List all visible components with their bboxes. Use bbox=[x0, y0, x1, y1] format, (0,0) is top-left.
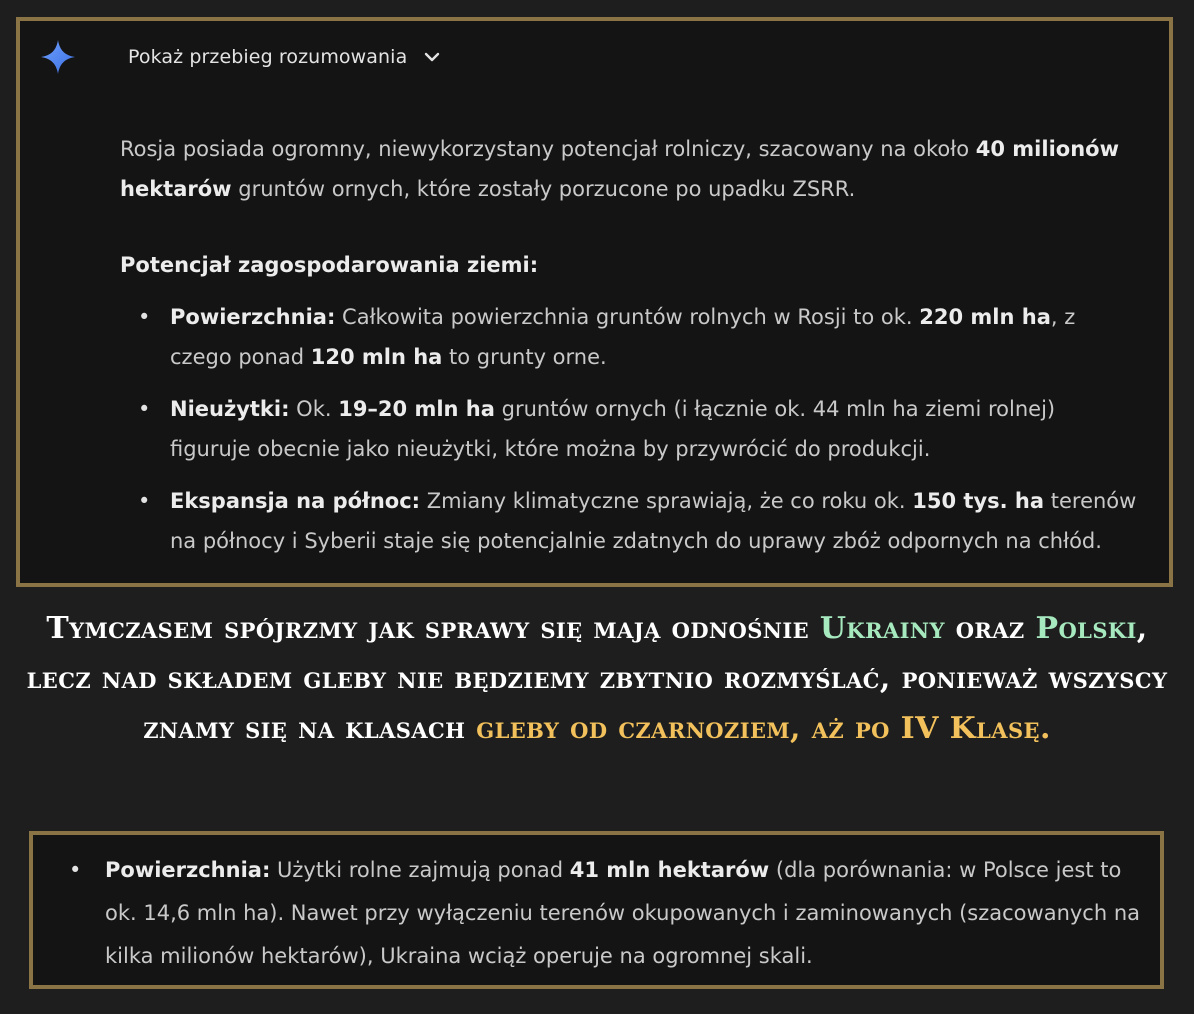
reasoning-header[interactable] bbox=[40, 39, 441, 75]
caption-highlight-ukraine: Ukrainy bbox=[819, 611, 945, 646]
commentary-caption bbox=[10, 604, 1184, 754]
intro-text: Rosja posiada ogromny, niewykorzystany potencjał rolniczy, szacowany na około bbox=[120, 137, 976, 161]
bullet-text: to grunty orne. bbox=[442, 345, 607, 369]
bullet-dot-icon: • bbox=[69, 858, 82, 882]
bullet-list bbox=[120, 297, 1140, 573]
intro-text: gruntów ornych, które zostały porzucone po upadku ZSRR. bbox=[231, 177, 856, 201]
list-item-surface bbox=[120, 297, 1140, 377]
gemini-spark-icon bbox=[40, 39, 76, 75]
chevron-down-icon[interactable] bbox=[423, 48, 441, 66]
bullet-text: Użytki rolne zajmują ponad bbox=[270, 858, 570, 882]
bullet-label: Powierzchnia: bbox=[105, 858, 271, 882]
bullet-label: Powierzchnia: bbox=[170, 305, 336, 329]
bullet-text: Ok. bbox=[289, 397, 339, 421]
bullet-label: Nieużytki: bbox=[170, 397, 290, 421]
bullet-bold: 120 mln ha bbox=[310, 345, 443, 369]
bullet-text: (dla porównania: w Polsce jest to ok. 14,6 mln ha). Nawet przy wyłączeniu terenów okupowanych i zaminowanych (szacowanych na kilka milionów hektarów), Ukraina wciąż operuje na ogromnej skali. bbox=[105, 858, 1141, 968]
bullet-text: terenów na północy i Syberii staje się potencjalnie zdatnych do uprawy zbóż odpornych na chłód. bbox=[170, 489, 1137, 553]
list-item-ukraine-surface bbox=[105, 849, 1145, 978]
ukraine-panel bbox=[29, 831, 1164, 989]
reasoning-panel bbox=[16, 17, 1173, 587]
bullet-dot-icon: • bbox=[138, 305, 151, 329]
section-heading: Potencjał zagospodarowania ziemi: bbox=[120, 253, 539, 277]
caption-highlight-soil: gleby od czarnoziem, aż po IV Klasę. bbox=[476, 711, 1051, 746]
bullet-bold: 150 tys. ha bbox=[912, 489, 1045, 513]
bullet-bold: 41 mln hektarów bbox=[569, 858, 770, 882]
bullet-label: Ekspansja na północ: bbox=[170, 489, 421, 513]
bullet-text: Zmiany klimatyczne sprawiają, że co roku ok. bbox=[420, 489, 913, 513]
intro-paragraph bbox=[120, 129, 1130, 209]
list-item-north-expansion bbox=[120, 481, 1140, 561]
intro-bold: 40 milionów hektarów bbox=[120, 137, 1119, 201]
caption-text: , lecz nad składem gleby nie będziemy zbytnio rozmyślać, ponieważ wszyscy znamy się na klasach bbox=[26, 611, 1168, 746]
bullet-bold: 19–20 mln ha bbox=[338, 397, 495, 421]
bullet-text: , z czego ponad bbox=[170, 305, 1076, 369]
bullet-dot-icon: • bbox=[138, 489, 151, 513]
show-reasoning-toggle[interactable]: Pokaż przebieg rozumowania bbox=[128, 46, 408, 68]
bullet-text: gruntów ornych (i łącznie ok. 44 mln ha ziemi rolnej) figuruje obecnie jako nieużytki, które można by przywrócić do produkcji. bbox=[170, 397, 1056, 461]
caption-highlight-poland: Polski bbox=[1035, 611, 1137, 646]
list-item-wasteland bbox=[120, 389, 1140, 469]
caption-text: Tymczasem spójrzmy jak sprawy się mają odnośnie bbox=[46, 611, 820, 646]
bullet-bold: 220 mln ha bbox=[919, 305, 1051, 329]
bullet-text: Całkowita powierzchnia gruntów rolnych w Rosji to ok. bbox=[335, 305, 920, 329]
bullet-dot-icon: • bbox=[138, 397, 151, 421]
caption-text: oraz bbox=[944, 611, 1036, 646]
